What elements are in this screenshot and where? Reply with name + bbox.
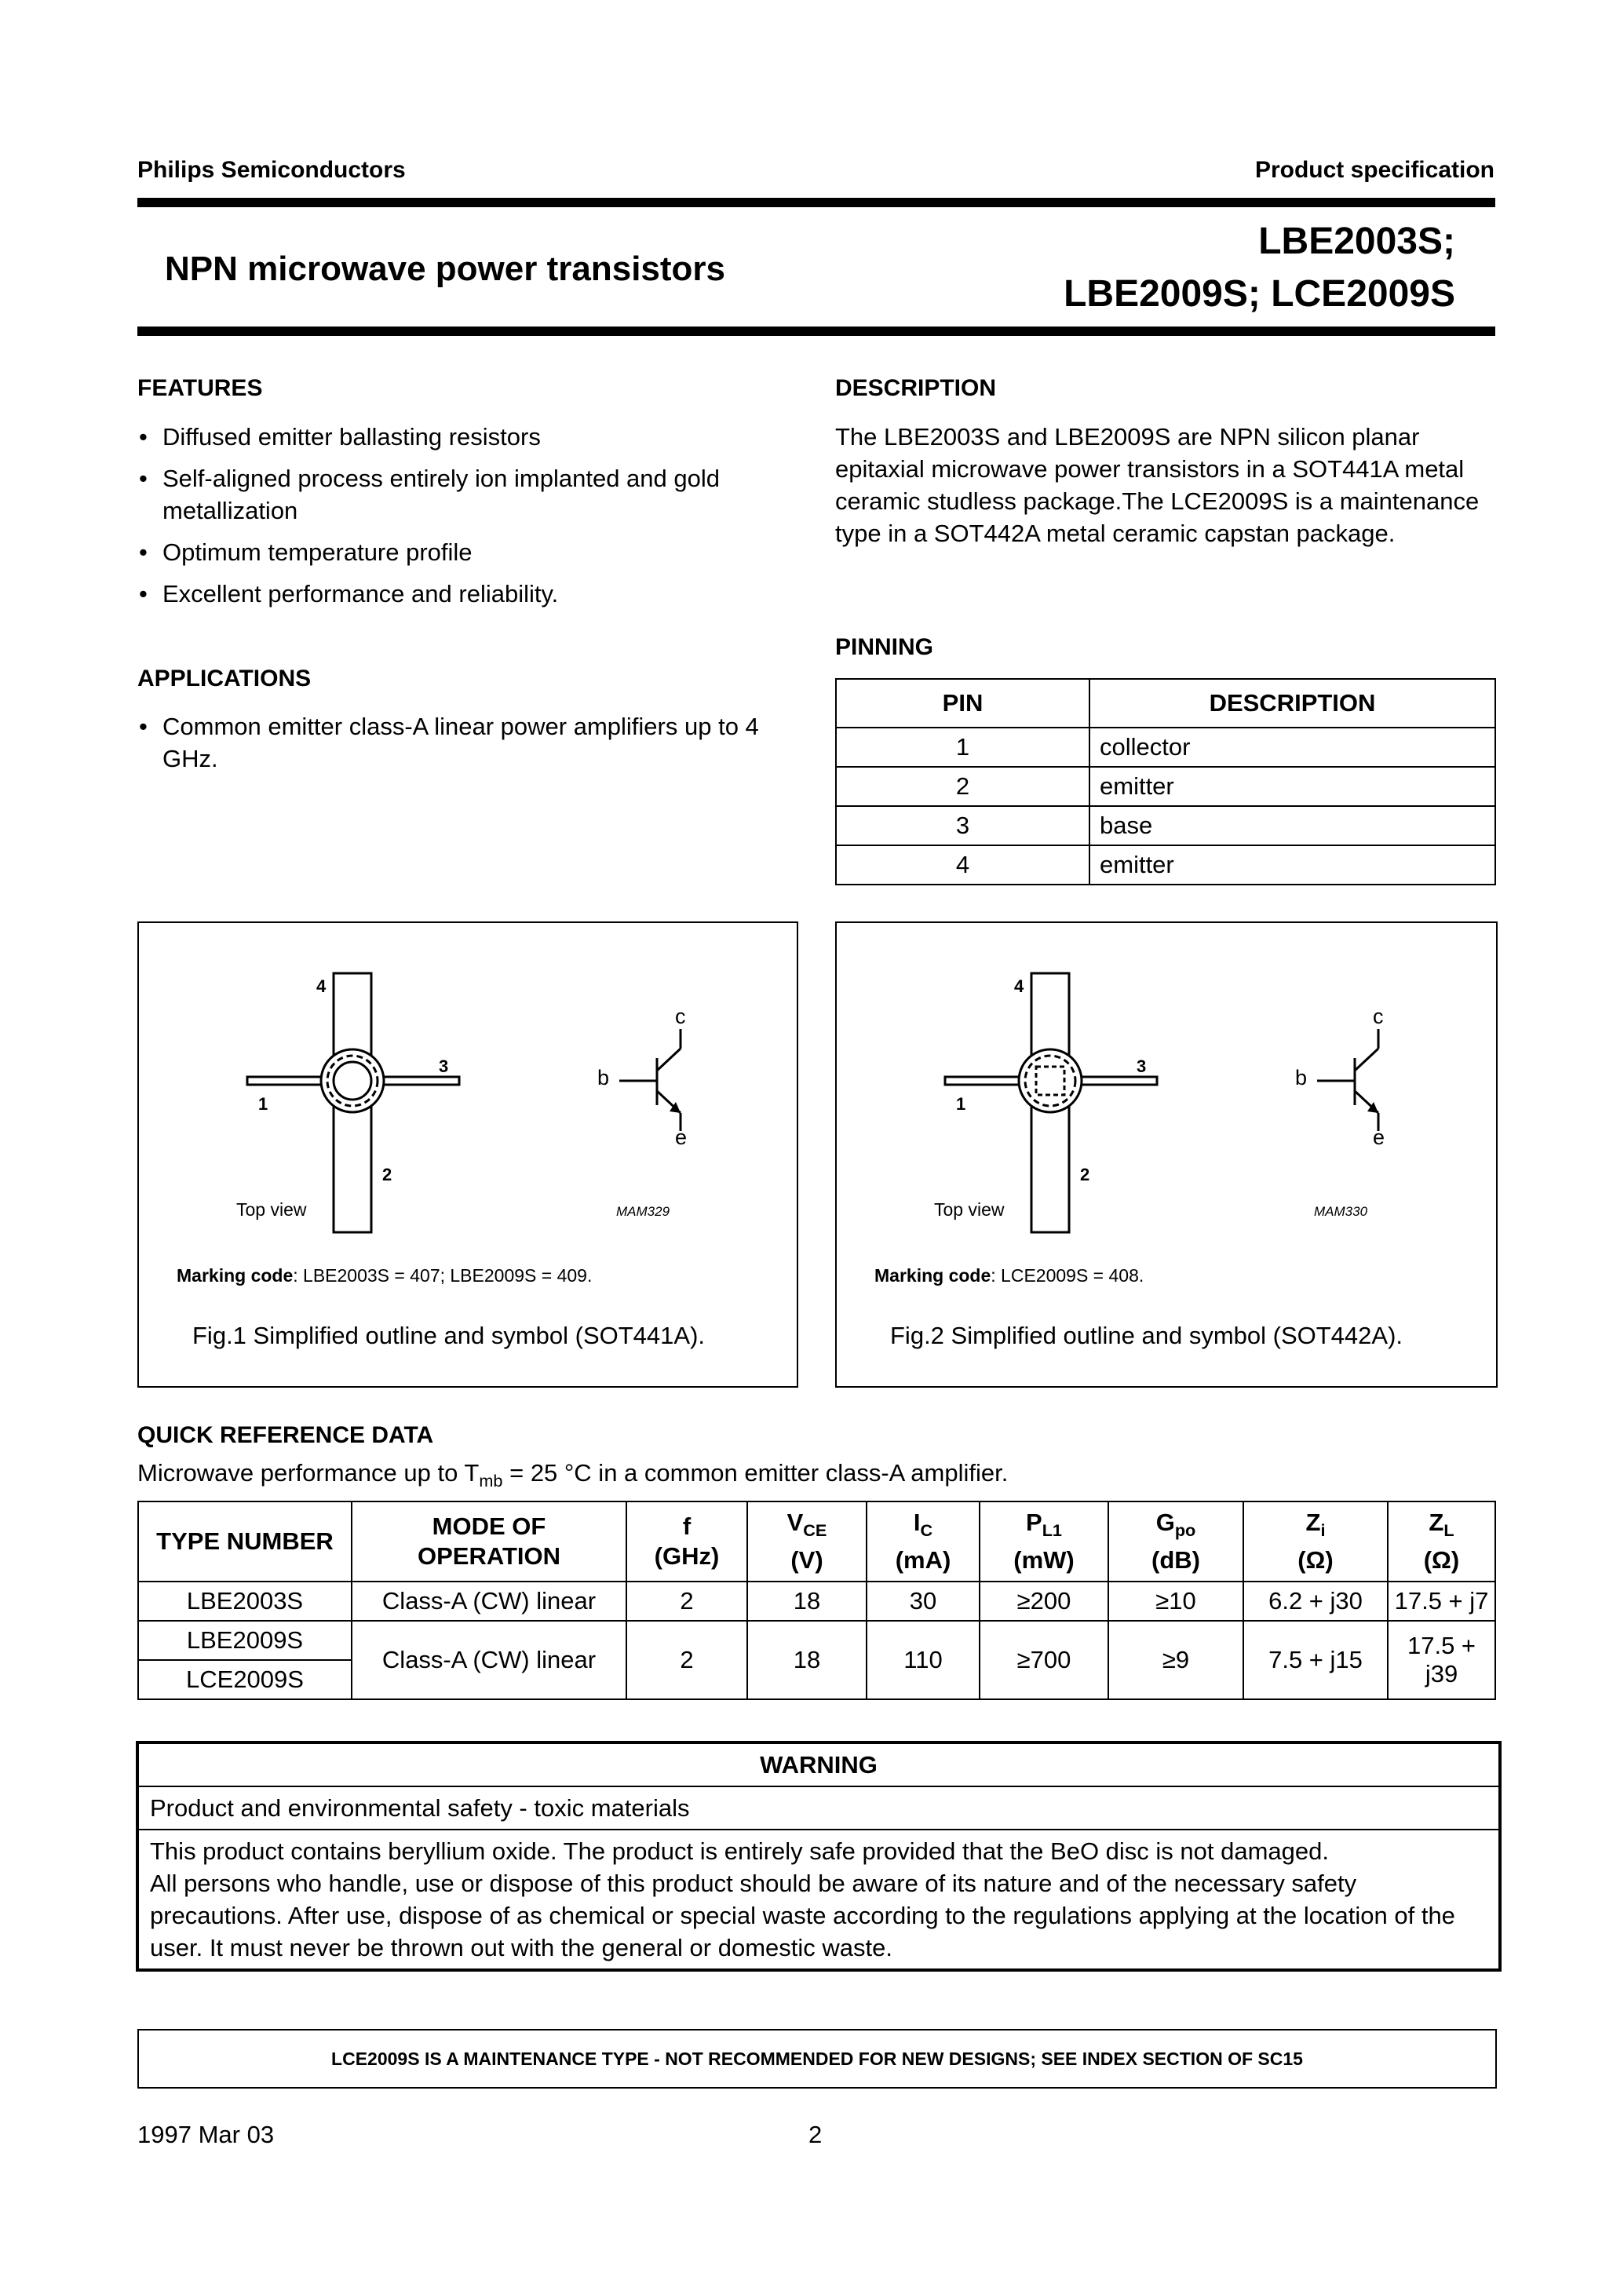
features-heading: FEATURES [137,375,263,401]
intro-subscript: mb [479,1471,503,1491]
sot441a-outline-drawing [139,923,797,1386]
zi-cell: 7.5 + j15 [1243,1621,1388,1699]
figure-caption: Fig.1 Simplified outline and symbol (SOT441A). [192,1322,706,1349]
pin-3-label: 3 [439,1056,449,1076]
type-number-cell: LBE2003S [138,1582,352,1621]
symbol-collector-label: c [1373,1005,1384,1028]
pin-number: 3 [836,806,1089,845]
pin-1-label: 1 [956,1094,966,1114]
quick-reference-heading: QUICK REFERENCE DATA [137,1422,434,1448]
table-row [836,767,1495,806]
pl-header: $P_{L1}$ (mW) [980,1501,1108,1582]
top-view-label: Top view [236,1199,307,1220]
figure-caption: Fig.2 Simplified outline and symbol (SOT442A). [890,1322,1403,1349]
title-rule [137,327,1495,336]
zl-cell: 17.5 + j7 [1388,1582,1495,1621]
marking-code-value: : LBE2003S = 407; LBE2009S = 409. [293,1265,593,1286]
symbol-collector-label: c [675,1005,686,1028]
warning-line: This product contains beryllium oxide. The product is entirely safe provided that the BeO disc is not damaged. [150,1837,1330,1865]
header-rule [137,198,1495,207]
symbol-base-label: b [1295,1066,1308,1089]
mode-cell: Class-A (CW) linear [352,1582,626,1621]
pin-2-label: 2 [382,1165,392,1184]
applications-heading: APPLICATIONS [137,666,312,691]
vce-cell: 18 [747,1582,867,1621]
description-heading: DESCRIPTION [835,375,997,401]
zi-cell: 6.2 + j30 [1243,1582,1388,1621]
intro-text-end: = 25 °C in a common emitter class-A amplifier. [502,1459,1009,1487]
pin-3-label: 3 [1137,1056,1147,1076]
table-row [836,806,1495,845]
zl-header: $Z_L$ (Ω) [1388,1501,1495,1582]
company-name: Philips Semiconductors [137,157,406,183]
mode-header: MODE OF OPERATION [352,1501,626,1582]
marking-code-value: : LCE2009S = 408. [991,1265,1144,1286]
product-title: NPN microwave power transistors [165,250,726,288]
symbol-base-label: b [597,1066,610,1089]
pin-4-label: 4 [316,976,327,996]
pin-description: base [1089,806,1495,845]
description-text: The LBE2003S and LBE2009S are NPN silicon planar epitaxial microwave power transistors in a SOT441A metal ceramic studless package.The LCE2009S is a maintenance type in a SOT442A metal ceramic capstan package. [835,423,1480,547]
symbol-emitter-label: e [675,1126,688,1149]
table-row [138,1582,1495,1621]
zi-header: $Z_i$ (Ω) [1243,1501,1388,1582]
warning-heading: WARNING [139,1744,1498,1787]
top-view-label: Top view [934,1199,1005,1220]
mode-cell: Class-A (CW) linear [352,1621,626,1699]
table-header-row [836,679,1495,728]
marking-code-label: Marking code [874,1265,991,1286]
pin-number: 1 [836,728,1089,767]
pinning-table [835,678,1496,885]
ic-cell: 30 [867,1582,980,1621]
marking-code-label: Marking code [177,1265,294,1286]
table-row [836,728,1495,767]
description-column-header: DESCRIPTION [1089,679,1495,728]
part-numbers-line2: LBE2009S; LCE2009S [1064,273,1455,315]
gpo-header: $G_{po}$ (dB) [1108,1501,1243,1582]
pl-cell: ≥200 [980,1582,1108,1621]
page-number: 2 [808,2121,823,2148]
pinning-heading: PINNING [835,634,934,660]
zl-cell: 17.5 + j39 [1388,1621,1495,1699]
gpo-cell: ≥9 [1108,1621,1243,1699]
footer-date: 1997 Mar 03 [137,2121,275,2148]
pin-description: collector [1089,728,1495,767]
table-row [836,845,1495,885]
warning-subheading: Product and environmental safety - toxic materials [139,1787,1498,1830]
table-header-row [138,1501,1495,1582]
application-item: • Common emitter class-A linear power amplifiers up to 4 GHz. [137,710,765,775]
drawing-code: MAM329 [616,1204,670,1219]
frequency-cell: 2 [626,1582,747,1621]
symbol-emitter-label: e [1373,1126,1385,1149]
gpo-cell: ≥10 [1108,1582,1243,1621]
ic-header: $I_C$ (mA) [867,1501,980,1582]
figure-1 [137,921,798,1388]
pin-description: emitter [1089,845,1495,885]
quick-reference-intro [137,1457,1008,1497]
frequency-cell: 2 [626,1621,747,1699]
pl-cell: ≥700 [980,1621,1108,1699]
pin-1-label: 1 [258,1094,268,1114]
feature-item: • Diffused emitter ballasting resistors [137,421,765,453]
feature-item: • Excellent performance and reliability. [137,578,765,610]
feature-item: • Optimum temperature profile [137,536,765,568]
marking-code [874,1265,1144,1286]
pin-column-header: PIN [836,679,1089,728]
frequency-header: f (GHz) [626,1501,747,1582]
features-list [137,421,765,619]
warning-body [139,1830,1498,1968]
part-numbers-line1: LBE2003S; [1258,221,1455,262]
applications-list [137,710,765,784]
type-number-cell: LCE2009S [138,1660,352,1699]
table-row [138,1621,1495,1660]
intro-text: Microwave performance up to T [137,1459,480,1487]
type-number-cell: LBE2009S [138,1621,352,1660]
figure-2 [835,921,1498,1388]
vce-header: $V_{CE}$ (V) [747,1501,867,1582]
quick-reference-table [137,1501,1496,1700]
pin-4-label: 4 [1014,976,1024,996]
warning-line: All persons who handle, use or dispose of this product should be aware of its nature and of the necessary safety precautions. After use, dispose of as chemical or special waste according to the regulations applying at the location of the user. It must never be thrown out with the general or domestic waste. [150,1870,1455,1961]
document-type: Product specification [1254,157,1494,183]
sot442a-outline-drawing [837,923,1496,1386]
marking-code [177,1265,592,1286]
feature-item: • Self-aligned process entirely ion implanted and gold metallization [137,462,765,527]
warning-box [136,1741,1502,1972]
vce-cell: 18 [747,1621,867,1699]
drawing-code: MAM330 [1314,1204,1368,1219]
type-number-header: TYPE NUMBER [138,1501,352,1582]
pin-2-label: 2 [1080,1165,1090,1184]
ic-cell: 110 [867,1621,980,1699]
maintenance-notice: LCE2009S IS A MAINTENANCE TYPE - NOT RECOMMENDED FOR NEW DESIGNS; SEE INDEX SECTION OF SC15 [137,2029,1497,2089]
pin-description: emitter [1089,767,1495,806]
pin-number: 4 [836,845,1089,885]
pin-number: 2 [836,767,1089,806]
